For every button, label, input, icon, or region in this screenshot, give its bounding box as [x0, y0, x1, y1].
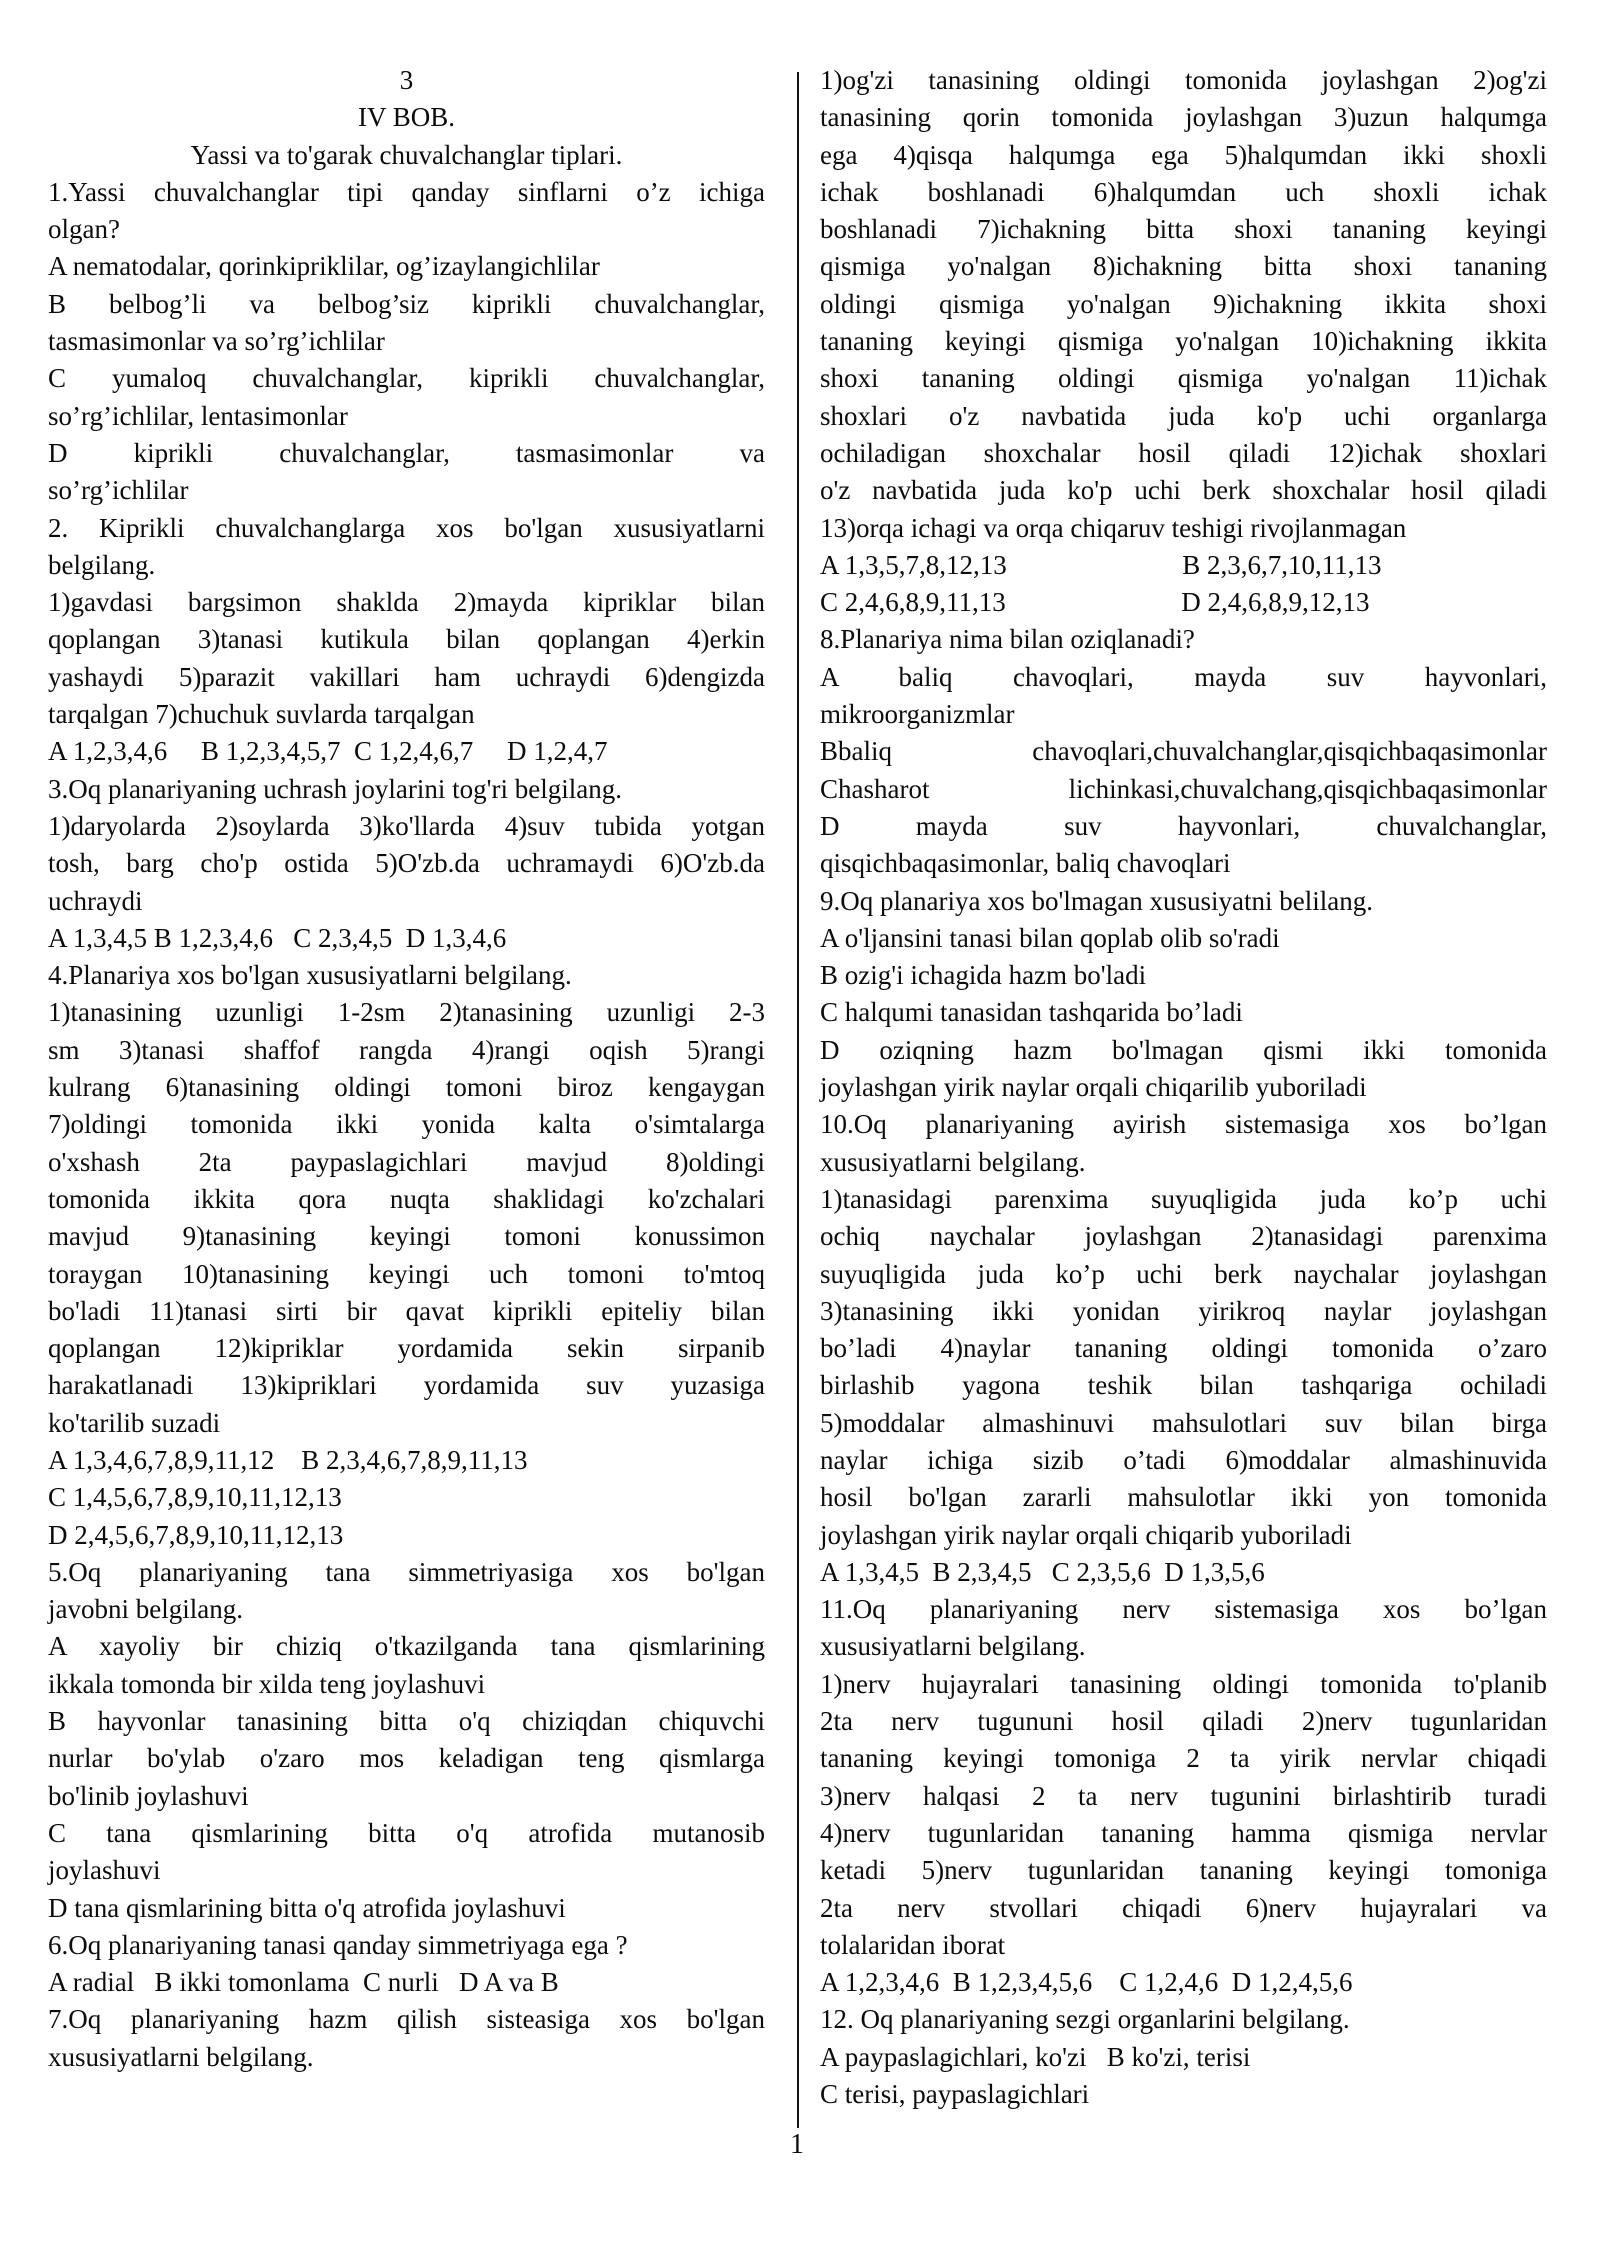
text-line: tananing keyingi tomoniga 2 ta yirik nervlar chiqadi — [820, 1743, 1547, 1774]
text-line: shoxi tananing oldingi qismiga yo'nalgan 11)ichak — [820, 363, 1547, 394]
text-line: boshlanadi 7)ichakning bitta shoxi tananing keyingi — [820, 214, 1547, 245]
text-line: shoxlari o'z navbatida juda ko'p uchi organlarga — [820, 400, 1547, 431]
text-line: 3)tanasining ikki yonidan yirikroq naylar joylashgan — [820, 1295, 1547, 1326]
text-line: naylar ichiga sizib o’tadi 6)moddalar almashinuvida — [820, 1444, 1547, 1475]
left-column — [48, 62, 765, 2076]
text-line: ega 4)qisqa halqumga ega 5)halqumdan ikki shoxli — [820, 139, 1547, 170]
text-line: belgilang. — [48, 549, 156, 580]
chapter-heading: IV BOB. — [357, 102, 456, 133]
text-line: ikkala tomonda bir xilda teng joylashuvi — [48, 1668, 486, 1699]
text-line: D kiprikli chuvalchanglar, tasmasimonlar va — [48, 437, 765, 468]
text-line: harakatlanadi 13)kipriklari yordamida suv yuzasiga — [48, 1370, 765, 1401]
text-line: 7.Oq planariyaning hazm qilish sisteasiga xos bo'lgan — [48, 2004, 765, 2035]
text-line: 2ta nerv stvollari chiqadi 6)nerv hujayralari va — [820, 1892, 1547, 1923]
text-line: oldingi qismiga yo'nalgan 9)ichakning ikkita shoxi — [820, 288, 1547, 319]
text-line: tolalaridan iborat — [820, 1929, 1006, 1960]
text-line: nurlar bo'ylab o'zaro mos keladigan teng qismlarga — [48, 1743, 765, 1774]
text-line: so’rg’ichlilar, lentasimonlar — [48, 400, 348, 431]
text-line: xususiyatlarni belgilang. — [820, 1631, 1086, 1662]
text-line: D oziqning hazm bo'lmagan qismi ikki tomonida — [820, 1034, 1547, 1065]
text-line: 1)tanasining uzunligi 1-2sm 2)tanasining uzunligi 2-3 — [48, 997, 765, 1028]
text-line: A xayoliy bir chiziq o'tkazilganda tana qismlarining — [48, 1631, 765, 1662]
left-column-text — [48, 174, 765, 2076]
text-line: o'z navbatida juda ko'p uchi berk shoxchalar hosil qiladi — [820, 475, 1547, 506]
text-line: xususiyatlarni belgilang. — [820, 1146, 1086, 1177]
text-line: tarqalgan 7)chuchuk suvlarda tarqalgan — [48, 699, 475, 730]
text-line: C 1,4,5,6,7,8,9,10,11,12,13 — [48, 1482, 342, 1513]
text-line: ketadi 5)nerv tugunlaridan tananing keyingi tomoniga — [820, 1855, 1547, 1886]
right-column-text — [820, 62, 1547, 2113]
text-line: 1)og'zi tanasining oldingi tomonida joylashgan 2)og'zi — [820, 65, 1547, 95]
text-line: joylashgan yirik naylar orqali chiqarilib yuboriladi — [820, 1072, 1367, 1103]
text-line: 2. Kiprikli chuvalchanglarga xos bo'lgan xususiyatlarni — [48, 512, 765, 543]
text-line: 1)gavdasi bargsimon shaklda 2)mayda kipriklar bilan — [48, 587, 765, 618]
text-line: A 1,2,3,4,6 B 1,2,3,4,5,7 C 1,2,4,6,7 D 1,2,4,7 — [48, 736, 608, 767]
text-line: joylashgan yirik naylar orqali chiqarib yuboriladi — [820, 1519, 1352, 1550]
text-line: suyuqligida juda ko’p uchi berk naychalar joylashgan — [820, 1258, 1547, 1289]
text-line: bo'linib joylashuvi — [48, 1780, 249, 1811]
text-line: 6.Oq planariyaning tanasi qanday simmetriyaga ega ? — [48, 1929, 628, 1960]
text-line: qoplangan 12)kipriklar yordamida sekin sirpanib — [48, 1333, 765, 1364]
text-line: A 1,3,4,5 B 2,3,4,5 C 2,3,5,6 D 1,3,5,6 — [820, 1556, 1265, 1587]
text-line: ichak boshlanadi 6)halqumdan uch shoxli ichak — [820, 176, 1547, 207]
text-line: 12. Oq planariyaning sezgi organlarini belgilang. — [820, 2004, 1350, 2035]
text-line: 1.Yassi chuvalchanglar tipi qanday sinflarni o’z ichiga — [48, 176, 765, 207]
text-line: toraygan 10)tanasining keyingi uch tomoni to'mtoq — [48, 1258, 765, 1289]
text-line: C terisi, paypaslagichlari — [820, 2079, 1090, 2110]
text-line: bo’ladi 4)naylar tananing oldingi tomonida o’zaro — [820, 1333, 1547, 1364]
text-line: 1)nerv hujayralari tanasining oldingi tomonida to'planib — [820, 1668, 1547, 1699]
text-line: 9.Oq planariya xos bo'lmagan xususiyatni belilang. — [820, 885, 1374, 916]
text-line: D tana qismlarining bitta o'q atrofida joylashuvi — [48, 1892, 566, 1923]
text-line: A paypaslagichlari, ko'zi B ko'zi, terisi — [820, 2041, 1251, 2072]
text-line: tasmasimonlar va so’rg’ichlilar — [48, 326, 385, 357]
text-line: D mayda suv hayvonlari, chuvalchanglar, — [820, 810, 1547, 841]
text-line: o'xshash 2ta paypaslagichlari mavjud 8)oldingi — [48, 1146, 765, 1177]
text-line: 4.Planariya xos bo'lgan xususiyatlarni belgilang. — [48, 960, 572, 991]
text-line: so’rg’ichlilar — [48, 475, 189, 506]
text-line: 13)orqa ichagi va orqa chiqaruv teshigi rivojlanmagan — [820, 512, 1407, 543]
text-line: 2ta nerv tugununi hosil qiladi 2)nerv tugunlaridan — [820, 1706, 1547, 1737]
text-line: 7)oldingi tomonida ikki yonida kalta o'simtalarga — [48, 1109, 765, 1140]
text-line: A radial B ikki tomonlama C nurli D A va B — [48, 1967, 559, 1998]
text-line: A baliq chavoqlari, mayda suv hayvonlari, — [820, 661, 1547, 692]
text-line: A 1,3,4,6,7,8,9,11,12 B 2,3,4,6,7,8,9,11,13 — [48, 1444, 528, 1475]
text-line: javobni belgilang. — [48, 1594, 243, 1625]
text-line: qoplangan 3)tanasi kutikula bilan qoplangan 4)erkin — [48, 624, 765, 655]
text-line: 4)nerv tugunlaridan tananing hamma qismiga nervlar — [820, 1817, 1547, 1848]
text-line: B ozig'i ichagida hazm bo'ladi — [820, 960, 1147, 991]
text-line: qisqichbaqasimonlar, baliq chavoqlari — [820, 848, 1231, 879]
text-line: ochiladigan shoxchalar hosil qiladi 12)ichak shoxlari — [820, 437, 1547, 468]
section-title: Yassi va to'garak chuvalchanglar tiplari. — [190, 139, 623, 170]
page-number-bottom: 1 — [790, 2129, 804, 2160]
text-line: tananing keyingi qismiga yo'nalgan 10)ichakning ikkita — [820, 326, 1547, 357]
text-line: olgan? — [48, 214, 120, 245]
text-line: tanasining qorin tomonida joylashgan 3)uzun halqumga — [820, 102, 1547, 133]
text-line: 1)tanasidagi parenxima suyuqligida juda ko’p uchi — [820, 1183, 1547, 1214]
text-line: 8.Planariya nima bilan oziqlanadi? — [820, 624, 1195, 655]
text-line: C halqumi tanasidan tashqarida bo’ladi — [820, 997, 1243, 1028]
text-line: Chasharot lichinkasi,chuvalchang,qisqichbaqasimonlar — [820, 773, 1547, 804]
text-line: uchraydi — [48, 885, 143, 916]
text-line: B belbog’li va belbog’siz kiprikli chuvalchanglar, — [48, 288, 765, 319]
text-line: mavjud 9)tanasining keyingi tomoni konussimon — [48, 1221, 765, 1252]
text-line: Bbaliq chavoqlari,chuvalchanglar,qisqichbaqasimonlar — [820, 736, 1547, 767]
text-line: kulrang 6)tanasining oldingi tomoni biroz kengaygan — [48, 1072, 765, 1103]
text-line: D 2,4,5,6,7,8,9,10,11,12,13 — [48, 1519, 344, 1550]
text-line: A 1,2,3,4,6 B 1,2,3,4,5,6 C 1,2,4,6 D 1,2,4,5,6 — [820, 1967, 1353, 1998]
page-number-top: 3 — [399, 65, 414, 95]
text-line: C yumaloq chuvalchanglar, kiprikli chuvalchanglar, — [48, 363, 765, 394]
text-line: ochiq naychalar joylashgan 2)tanasidagi parenxima — [820, 1221, 1547, 1252]
text-line: tomonida ikkita qora nuqta shaklidagi ko'zchalari — [48, 1183, 765, 1214]
text-line: joylashuvi — [48, 1855, 161, 1886]
column-divider-line — [797, 72, 799, 2128]
text-line: 5)moddalar almashinuvi mahsulotlari suv bilan birga — [820, 1407, 1547, 1438]
text-line: 3.Oq planariyaning uchrash joylarini tog'ri belgilang. — [48, 773, 622, 804]
text-line: yashaydi 5)parazit vakillari ham uchraydi 6)dengizda — [48, 661, 765, 692]
text-line: C 2,4,6,8,9,11,13 D 2,4,6,8,9,12,13 — [820, 587, 1370, 618]
text-line: A 1,3,4,5 B 1,2,3,4,6 C 2,3,4,5 D 1,3,4,6 — [48, 922, 507, 953]
text-line: A o'ljansini tanasi bilan qoplab olib so'radi — [820, 922, 1280, 953]
text-line: hosil bo'lgan zararli mahsulotlar ikki yon tomonida — [820, 1482, 1547, 1513]
text-line: 3)nerv halqasi 2 ta nerv tugunini birlashtirib turadi — [820, 1780, 1547, 1811]
right-column — [820, 62, 1547, 2113]
text-line: A 1,3,5,7,8,12,13 B 2,3,6,7,10,11,13 — [820, 549, 1382, 580]
text-line: tosh, barg cho'p ostida 5)O'zb.da uchramaydi 6)O'zb.da — [48, 848, 765, 879]
text-line: 11.Oq planariyaning nerv sistemasiga xos bo’lgan — [820, 1594, 1547, 1625]
text-line: 5.Oq planariyaning tana simmetriyasiga xos bo'lgan — [48, 1556, 765, 1587]
text-line: C tana qismlarining bitta o'q atrofida mutanosib — [48, 1817, 765, 1848]
text-line: 1)daryolarda 2)soylarda 3)ko'llarda 4)suv tubida yotgan — [48, 810, 765, 841]
text-line: B hayvonlar tanasining bitta o'q chiziqdan chiquvchi — [48, 1706, 765, 1737]
text-line: qismiga yo'nalgan 8)ichakning bitta shoxi tananing — [820, 251, 1547, 282]
text-line: 10.Oq planariyaning ayirish sistemasiga xos bo’lgan — [820, 1109, 1547, 1140]
text-line: birlashib yagona teshik bilan tashqariga ochiladi — [820, 1370, 1547, 1401]
text-line: sm 3)tanasi shaffof rangda 4)rangi oqish 5)rangi — [48, 1034, 765, 1065]
text-line: A nematodalar, qorinkipriklilar, og’izaylangichlilar — [48, 251, 600, 282]
text-line: bo'ladi 11)tanasi sirti bir qavat kiprikli epiteliy bilan — [48, 1295, 765, 1326]
text-line: ko'tarilib suzadi — [48, 1407, 221, 1438]
text-line: mikroorganizmlar — [820, 699, 1015, 730]
text-line: xususiyatlarni belgilang. — [48, 2041, 314, 2072]
